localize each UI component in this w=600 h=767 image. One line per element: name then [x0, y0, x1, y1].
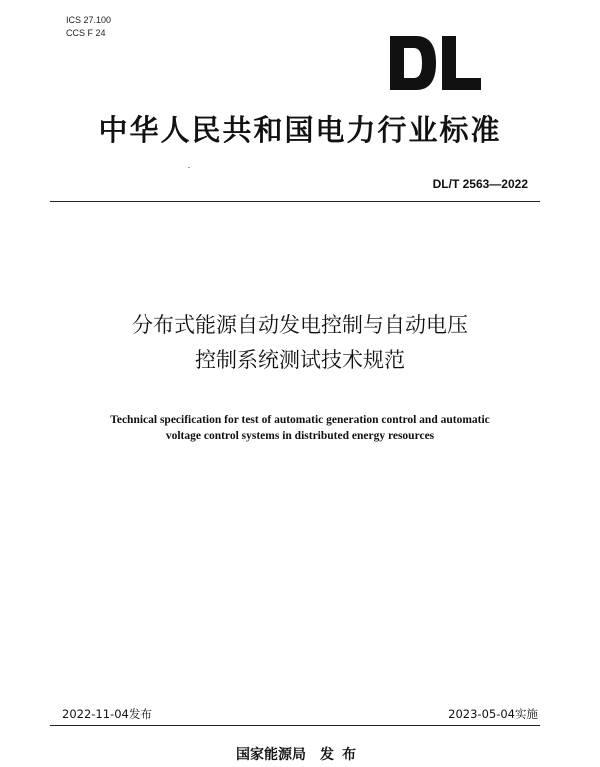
document-title-en-line1: Technical specification for test of automatic generation control and automatic: [110, 414, 490, 426]
dl-logo-d-shape: [390, 36, 436, 90]
classification-codes: [66, 14, 111, 40]
document-title-cn-line1: 分布式能源自动发电控制与自动电压: [132, 313, 468, 337]
dl-logo-l-shape: [442, 36, 481, 90]
dl-logo: [388, 34, 483, 92]
ics-code: ICS 27.100: [66, 15, 112, 25]
release-date: 2022-11-04发布: [62, 707, 152, 721]
publisher-line: [200, 744, 400, 764]
header-divider: [50, 201, 540, 202]
footer-divider: [50, 725, 540, 726]
document-title-en-line2: voltage control systems in distributed energy resources: [165, 430, 435, 442]
ccs-code: CCS F 24: [66, 28, 106, 38]
industry-standard-title: 中华人民共和国电力行业标准: [98, 113, 502, 147]
implementation-date: 2023-05-04实施: [448, 707, 538, 721]
document-title-en: [40, 412, 560, 444]
document-title-cn: [40, 308, 560, 378]
standard-number: DL/T 2563—2022: [432, 177, 528, 191]
document-title-cn-line2: 控制系统测试技术规范: [195, 348, 405, 372]
scan-speck: [188, 167, 190, 168]
publisher-name: 国家能源局: [236, 747, 306, 763]
publish-action: 发布: [320, 747, 364, 763]
